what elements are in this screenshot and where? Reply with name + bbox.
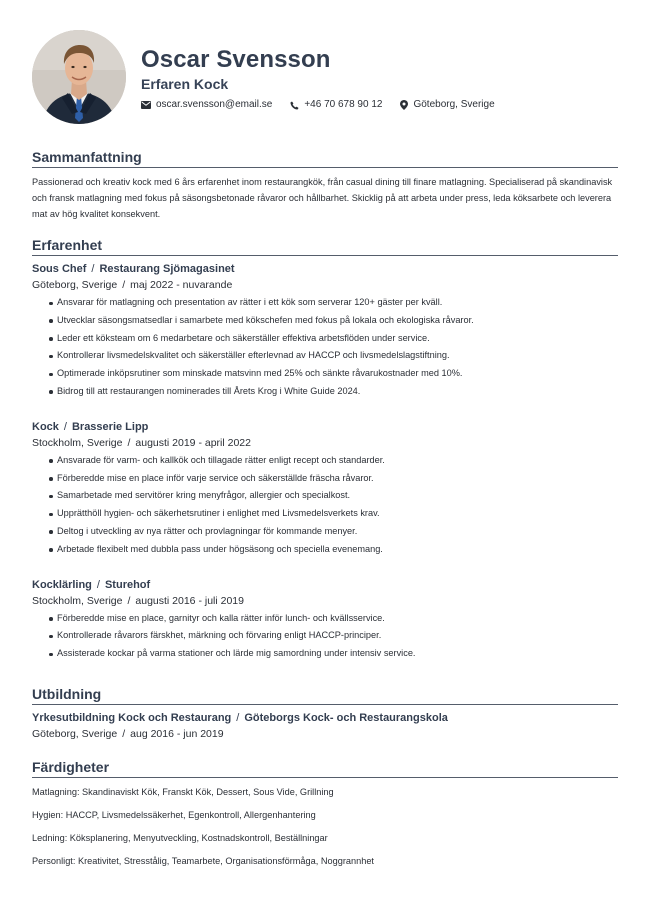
list-item: Bidrog till att restaurangen nominerades till Årets Krog i White Guide 2024. [57, 383, 618, 401]
skill-line: Ledning: Köksplanering, Menyutveckling, Kostnadskontroll, Beställningar [32, 832, 328, 843]
list-item: Optimerade inköpsrutiner som minskade matsvinn med 25% och sänkte råvarukostnader med 10%. [57, 365, 618, 383]
section-title-skills: Färdigheter [32, 758, 618, 778]
job-role: Kock [32, 420, 59, 433]
section-title-experience: Erfarenhet [32, 236, 618, 256]
summary-text: Passionerad och kreativ kock med 6 års erfarenhet inom restaurangkök, från casual dining till finare matlagning. Specialiserad på skandinavisk och fransk matlagning med fokus på säsongsbetonade råvaror och hållbarhet. Skicklig på att arbeta under press, leda köksarbete och leverera mat av hög kvalitet konsekvent. [32, 177, 613, 219]
skill-line: Hygien: HACCP, Livsmedelssäkerhet, Egenkontroll, Allergenhantering [32, 809, 316, 820]
job-period: augusti 2016 - juli 2019 [135, 594, 244, 607]
envelope-icon [141, 101, 151, 109]
list-item: Upprätthöll hygien- och säkerhetsrutiner i enlighet med Livsmedelsverkets krav. [57, 505, 618, 523]
job-period: augusti 2019 - april 2022 [135, 436, 251, 449]
job-meta: Stockholm, Sverige / augusti 2016 - juli 2019 [32, 594, 244, 607]
section-title-education: Utbildning [32, 685, 618, 705]
list-item: Utvecklar säsongsmatsedlar i samarbete med kökschefen med fokus på lokala och ekologiska råvaror. [57, 312, 618, 330]
job-location: Stockholm, Sverige [32, 436, 123, 449]
job-employer: Restaurang Sjömagasinet [99, 263, 235, 275]
job-bullets [32, 452, 618, 559]
job-bullets [32, 610, 618, 663]
section-title-summary: Sammanfattning [32, 148, 618, 168]
education-location: Göteborg, Sverige [32, 727, 118, 740]
candidate-name: Oscar Svensson [141, 46, 331, 73]
contact-location [400, 97, 494, 113]
job-role: Sous Chef [32, 263, 87, 275]
job-bullets [32, 294, 618, 401]
contact-phone[interactable] [290, 97, 382, 113]
list-item: Samarbetade med servitörer kring menyfrågor, allergier och specialkost. [57, 487, 618, 505]
job-location: Stockholm, Sverige [32, 594, 123, 607]
contact-email[interactable] [141, 97, 272, 113]
experience-section [32, 236, 618, 663]
list-item: Assisterade kockar på varma stationer och lärde mig samordning under intensiv service. [57, 645, 618, 663]
profile-photo [32, 30, 126, 124]
job-entry [32, 578, 618, 663]
education-school: Göteborgs Kock- och Restaurangskola [244, 711, 448, 724]
job-heading: Kock / Brasserie Lipp [32, 420, 149, 433]
education-period: aug 2016 - jun 2019 [130, 727, 224, 740]
education-meta: Göteborg, Sverige / aug 2016 - jun 2019 [32, 727, 224, 740]
list-item: Förberedde mise en place, garnityr och kalla rätter inför lunch- och kvällsservice. [57, 610, 618, 628]
education-section [32, 685, 618, 742]
list-item: Kontrollerar livsmedelskvalitet och säkerställer efterlevnad av HACCP och livsmedelslagstiftning. [57, 347, 618, 365]
job-role: Kocklärling [32, 578, 92, 591]
phone-icon [290, 101, 299, 110]
job-heading: Sous Chef / Restaurang Sjömagasinet [32, 263, 235, 275]
portrait-image [32, 30, 126, 124]
email-text: oscar.svensson@email.se [156, 99, 273, 110]
candidate-title: Erfaren Kock [141, 76, 229, 92]
skill-line: Personligt: Kreativitet, Stresstålig, Teamarbete, Organisationsförmåga, Noggrannhet [32, 855, 374, 866]
list-item: Deltog i utveckling av nya rätter och provlagningar för kommande menyer. [57, 523, 618, 541]
summary-section [32, 148, 618, 222]
location-text: Göteborg, Sverige [413, 99, 495, 110]
map-pin-icon [400, 100, 408, 110]
job-employer: Sturehof [104, 578, 151, 591]
list-item: Ansvarar för matlagning och presentation av rätter i ett kök som serverar 120+ gäster per kväll. [57, 294, 618, 312]
contact-row [141, 97, 513, 113]
job-employer: Brasserie Lipp [71, 420, 149, 433]
job-period: maj 2022 - nuvarande [130, 279, 233, 291]
education-program: Yrkesutbildning Kock och Restaurang [32, 711, 232, 724]
list-item: Leder ett köksteam om 6 medarbetare och säkerställer effektiva arbetsflöden under service. [57, 330, 618, 348]
job-location: Göteborg, Sverige [32, 279, 118, 291]
skills-section [32, 758, 618, 869]
job-meta: Göteborg, Sverige / maj 2022 - nuvarande [32, 279, 233, 291]
list-item: Arbetade flexibelt med dubbla pass under högsäsong och speciella evenemang. [57, 541, 618, 559]
job-meta: Stockholm, Sverige / augusti 2019 - april 2022 [32, 436, 251, 449]
job-heading: Kocklärling / Sturehof [32, 578, 151, 591]
list-item: Förberedde mise en place inför varje service och säkerställde fräscha råvaror. [57, 470, 618, 488]
list-item: Kontrollerade råvarors färskhet, märkning och förvaring enligt HACCP-principer. [57, 627, 618, 645]
skill-line: Matlagning: Skandinaviskt Kök, Franskt Kök, Dessert, Sous Vide, Grillning [32, 786, 334, 797]
job-entry [32, 420, 618, 559]
job-entry [32, 262, 618, 401]
resume-header [32, 0, 618, 142]
education-heading: Yrkesutbildning Kock och Restaurang / Göteborgs Kock- och Restaurangskola [32, 711, 448, 724]
phone-text: +46 70 678 90 12 [304, 99, 383, 110]
list-item: Ansvarade för varm- och kallkök och tillagade rätter enligt recept och standarder. [57, 452, 618, 470]
